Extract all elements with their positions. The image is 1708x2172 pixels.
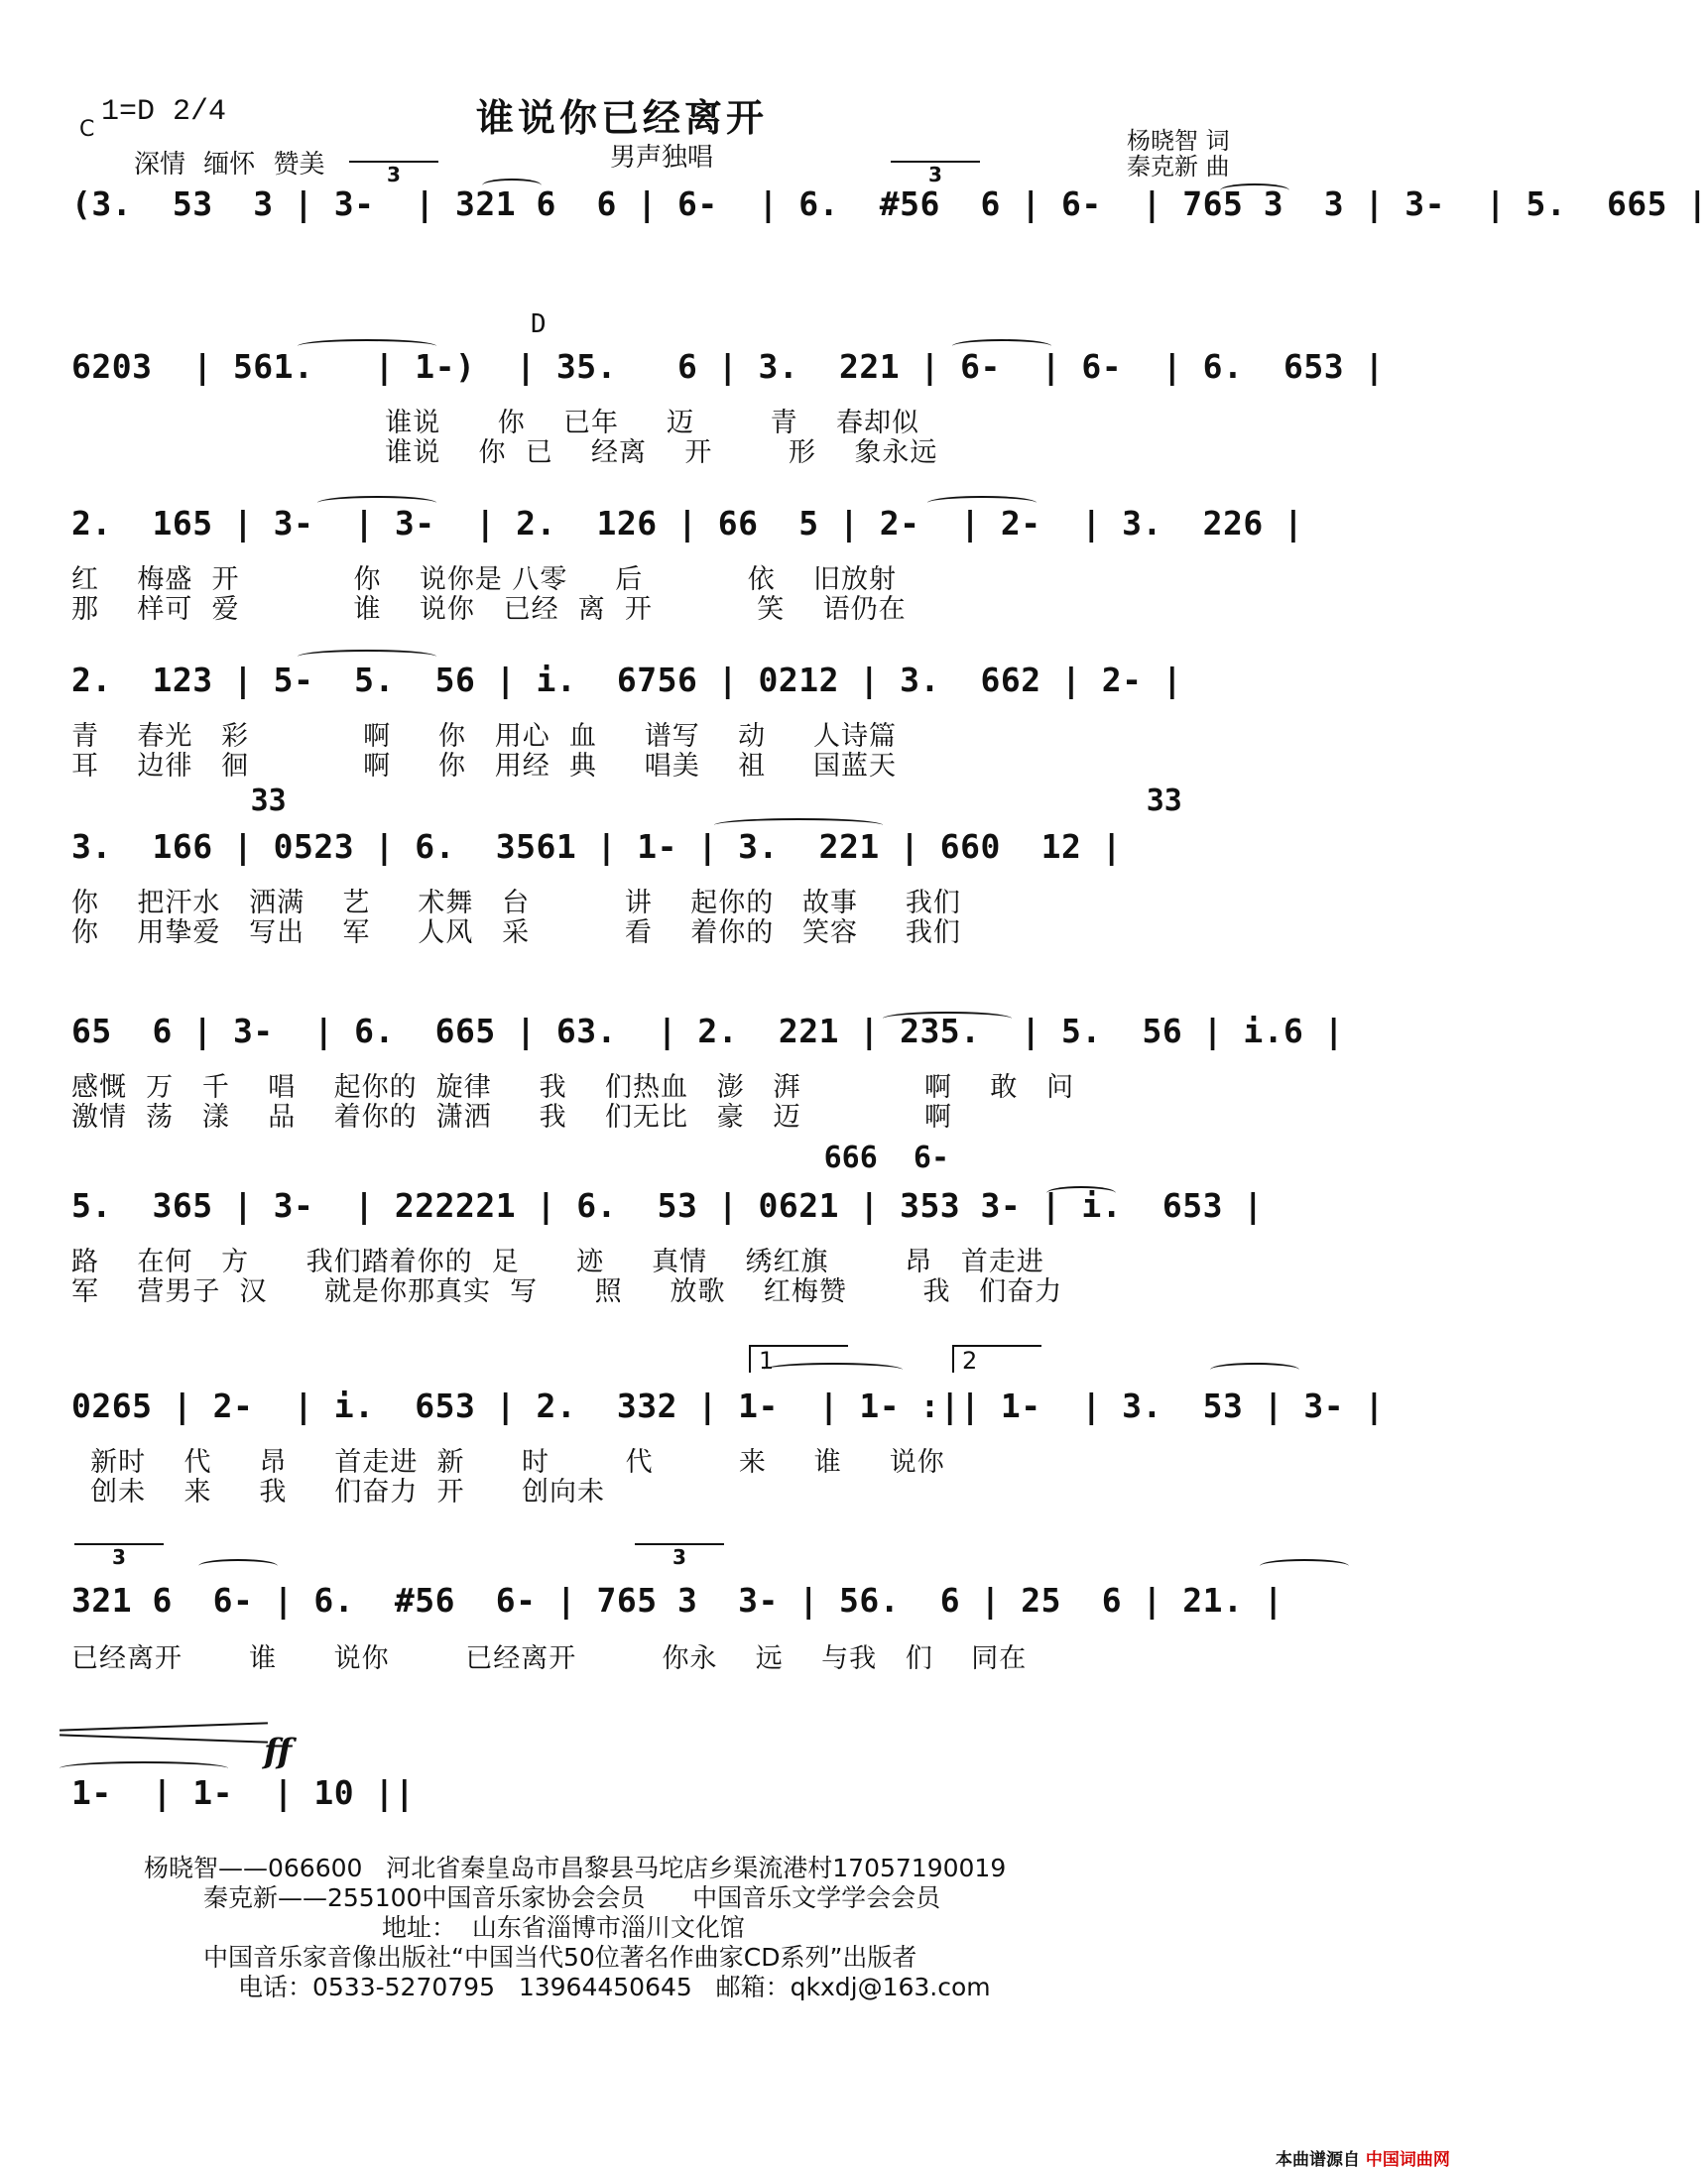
footer-publisher: 中国音乐家音像出版社“中国当代50位著名作曲家CD系列”出版者 — [203, 1943, 917, 1972]
notation-system-9: 321 6 6- | 6. #56 6- | 765 3 3- | 56. 6 | 25 6 | 21. | — [71, 1581, 1284, 1620]
key-mark: C — [79, 117, 95, 142]
notation-system-7: 5. 365 | 3- | 222221 | 6. 53 | 0621 | 353 3- | i. 653 | — [71, 1186, 1264, 1225]
lyrics-verse-2: 你 用挚爱 写出 军 人风 采 看 着你的 笑容 我们 — [71, 917, 961, 948]
first-ending-bracket: 1 — [749, 1345, 848, 1373]
triplet-mark: 3 — [349, 161, 438, 186]
lyrics-verse-2: 那 样可 爱 谁 说你 已经 离 开 笑 语仍在 — [71, 594, 907, 625]
extra-notes: 666 6- — [71, 1141, 950, 1175]
lyrics-verse-2: 谁说 你 已 经离 开 形 象永远 — [71, 437, 938, 468]
extra-notes: 33 33 — [71, 784, 1182, 818]
d-mark: D — [531, 309, 547, 339]
lyrics-verse-2: 激情 荡 漾 品 着你的 潇洒 我 们无比 豪 迈 啊 — [71, 1102, 953, 1133]
slur — [1210, 1363, 1299, 1377]
lyrics-verse-2: 创未 来 我 们奋力 开 创向未 — [71, 1477, 605, 1508]
notation-system-6: 65 6 | 3- | 6. 665 | 63. | 2. 221 | 235. | 5. 56 | i.6 | — [71, 1012, 1345, 1050]
lyrics-verse-1: 青 春光 彩 啊 你 用心 血 谱写 动 人诗篇 — [71, 721, 898, 752]
source-site-link[interactable]: 中国词曲网 — [1365, 2150, 1450, 2170]
lyricist-credit: 杨晓智 词 — [1127, 127, 1230, 155]
lyrics-verse-1: 红 梅盛 开 你 说你是 八零 后 依 旧放射 — [71, 564, 898, 595]
lyrics-verse-2: 军 营男子 汉 就是你那真实 写 照 放歌 红梅赞 我 们奋力 — [71, 1276, 1063, 1307]
lyrics-verse-1: 谁说 你 已年 迈 青 春却似 — [71, 408, 919, 438]
notation-system-8: 0265 | 2- | i. 653 | 2. 332 | 1- | 1- :|| 1- | 3. 53 | 3- | — [71, 1387, 1385, 1425]
lyrics-verse-1: 新时 代 昂 首走进 新 时 代 来 谁 说你 — [71, 1447, 945, 1478]
key-signature: 1=D 2/4 — [101, 95, 227, 129]
footer-phone-email: 电话：0533-5270795 13964450645 邮箱：qkxdj@163.com — [238, 1973, 991, 2001]
song-subtitle: 男声独唱 — [610, 143, 714, 173]
slur — [764, 1363, 903, 1377]
notation-system-5: 3. 166 | 0523 | 6. 3561 | 1- | 3. 221 | 660 12 | — [71, 827, 1123, 866]
notation-system-4: 2. 123 | 5- 5. 56 | i. 6756 | 0212 | 3. 662 | 2- | — [71, 661, 1183, 699]
crescendo-line — [60, 1722, 268, 1731]
lyrics-verse-1: 已经离开 谁 说你 已经离开 你永 远 与我 们 同在 — [71, 1643, 1028, 1674]
notation-system-1: (3. 53 3 | 3- | 321 6 6 | 6- | 6. #56 6 | 6- | 765 3 3 | 3- | 5. 665 | — [71, 184, 1708, 223]
source-prefix: 本曲谱源自 — [1276, 2150, 1360, 2170]
notation-system-2: 6203 | 561. | 1-) | 35. 6 | 3. 221 | 6- | 6- | 6. 653 | — [71, 347, 1385, 386]
footer-contact-composer: 秦克新——255100中国音乐家协会会员 中国音乐文学学会会员 — [203, 1883, 941, 1912]
lyrics-verse-1: 路 在何 方 我们踏着你的 足 迹 真情 绣红旗 昂 首走进 — [71, 1247, 1044, 1277]
notation-system-3: 2. 165 | 3- | 3- | 2. 126 | 66 5 | 2- | 2- | 3. 226 | — [71, 504, 1304, 543]
slur — [1260, 1559, 1349, 1573]
source-credit — [1276, 2145, 1450, 2170]
lyrics-verse-2: 耳 边徘 徊 啊 你 用经 典 唱美 祖 国蓝天 — [71, 751, 898, 782]
slur — [198, 1559, 278, 1573]
triplet-mark: 3 — [74, 1543, 164, 1569]
notation-system-10: 1- | 1- | 10 || — [71, 1773, 416, 1812]
song-title: 谁说你已经离开 — [476, 96, 769, 140]
triplet-mark: 3 — [891, 161, 980, 186]
expression-marking: 深情 缅怀 赞美 — [134, 150, 325, 180]
lyrics-verse-1: 感慨 万 千 唱 起你的 旋律 我 们热血 澎 湃 啊 敢 问 — [71, 1072, 1075, 1103]
composer-credit: 秦克新 曲 — [1127, 153, 1230, 181]
fortissimo-mark: ff — [264, 1732, 293, 1771]
footer-contact-lyricist: 杨晓智——066600 河北省秦皇岛市昌黎县马坨店乡渠流港村17057190019 — [144, 1854, 1007, 1882]
footer-address: 地址： 山东省淄博市淄川文化馆 — [382, 1913, 745, 1942]
lyrics-verse-1: 你 把汗水 洒满 艺 术舞 台 讲 起你的 故事 我们 — [71, 888, 961, 918]
second-ending-bracket: 2 — [952, 1345, 1041, 1373]
crescendo-line — [60, 1734, 268, 1743]
triplet-mark: 3 — [635, 1543, 724, 1569]
